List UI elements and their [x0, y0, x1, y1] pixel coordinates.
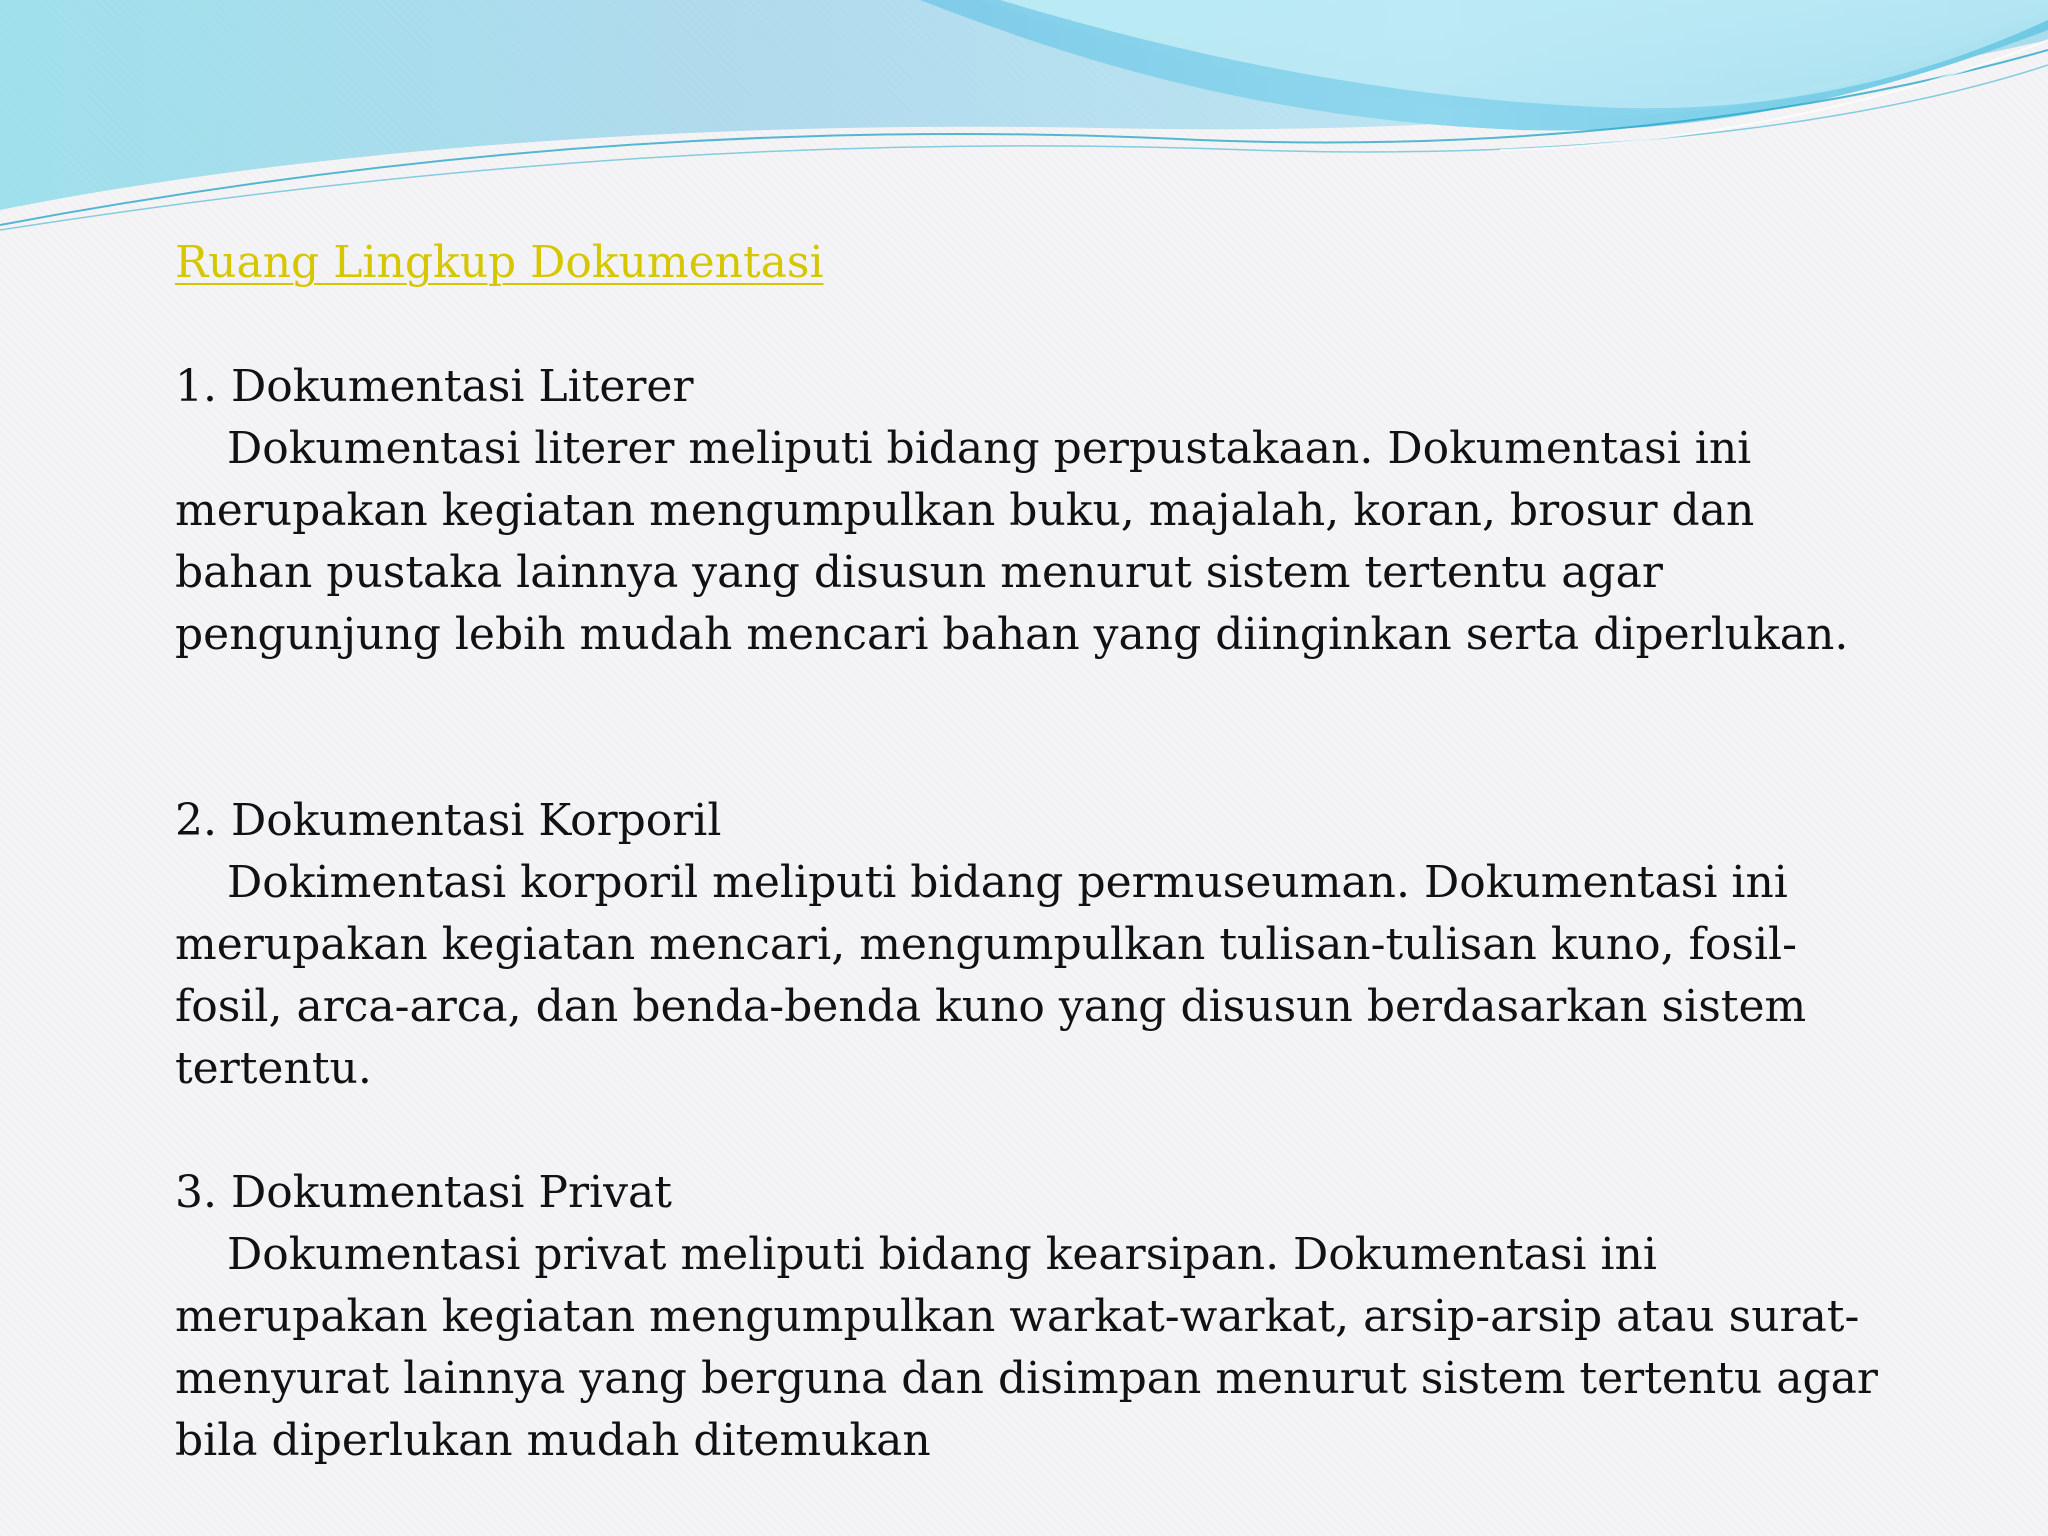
section-body: Dokumentasi privat meliputi bidang kearsipan. Dokumentasi ini merupakan kegiatan mengumpulkan warkat-warkat, arsip-arsip atau surat-menyurat lainnya yang berguna dan disimpan menurut sistem tertentu agar bila diperlukan mudah ditemukan	[175, 1229, 1878, 1466]
section-heading: 1. Dokumentasi Literer	[175, 361, 694, 412]
section-korporil	[175, 790, 1895, 1100]
section-heading: 3. Dokumentasi Privat	[175, 1167, 672, 1218]
section-heading: 2. Dokumentasi Korporil	[175, 795, 722, 846]
header-wave-decoration	[0, 0, 2048, 240]
section-body: Dokumentasi literer meliputi bidang perpustakaan. Dokumentasi ini merupakan kegiatan mengumpulkan buku, majalah, koran, brosur dan bahan pustaka lainnya yang disusun menurut sistem tertentu agar pengunjung lebih mudah mencari bahan yang diinginkan serta diperlukan.	[175, 423, 1849, 660]
section-privat	[175, 1162, 1895, 1472]
slide-title: Ruang Lingkup Dokumentasi	[175, 237, 824, 288]
section-body: Dokimentasi korporil meliputi bidang permuseuman. Dokumentasi ini merupakan kegiatan mencari, mengumpulkan tulisan-tulisan kuno, fosil-fosil, arca-arca, dan benda-benda kuno yang disusun berdasarkan sistem tertentu.	[175, 857, 1807, 1094]
slide-content	[175, 232, 1895, 1472]
section-literer	[175, 356, 1895, 666]
